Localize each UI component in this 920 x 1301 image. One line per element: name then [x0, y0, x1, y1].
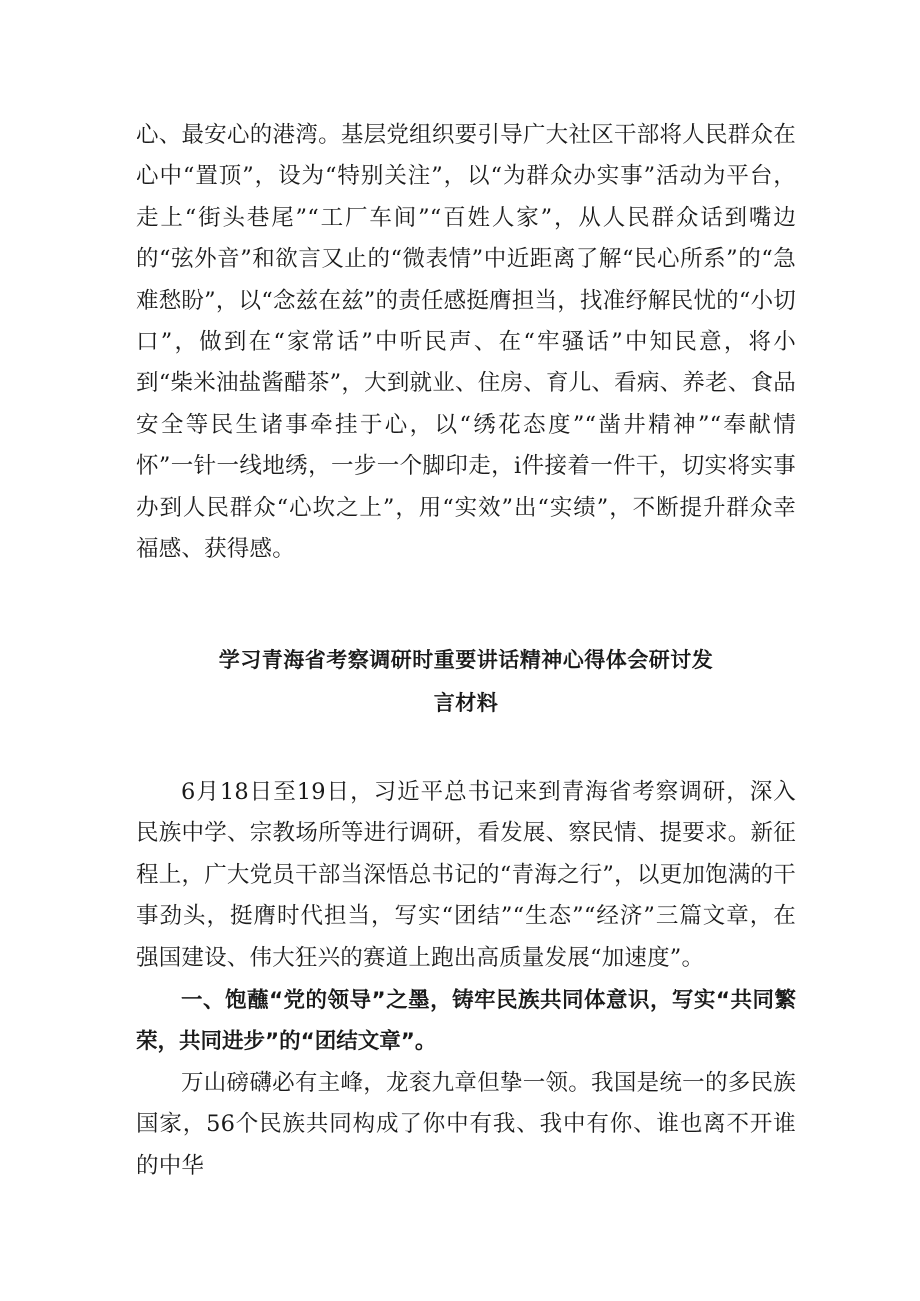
- document-title-line-1: 学习青海省考察调研时重要讲话精神心得体会研讨发: [218, 648, 714, 672]
- section-paragraph-1: 万山磅礴必有主峰，龙衮九章但挚一领。我国是统一的多民族国家，56个民族共同构成了你中有我、我中有你、谁也离不开谁的中华: [136, 1070, 796, 1179]
- document-title-line-2: 言材料: [433, 691, 499, 715]
- intro-paragraph: 6月18日至19日，习近平总书记来到青海省考察调研，深入民族中学、宗教场所等进行调研，看发展、察民情、提要求。新征程上，广大党员干部当深悟总书记的“青海之行”，以更加饱满的干事劲头，挺膺时代担当，写实“团结”“生态”“经济”三篇文章，在强国建设、伟大狂兴的赛道上跑出高质量发展“加速度”。: [136, 779, 796, 971]
- section-heading-1: 一、饱蘸“党的领导”之墨，铸牢民族共同体意识，写实“共同繁荣，共同进步”的“团结文章”。: [136, 988, 796, 1055]
- continuation-paragraph: 心、最安心的港湾。基层党组织要引导广大社区干部将人民群众在心中“置顶”，设为“特别关注”，以“为群众办实事”活动为平台，走上“街头巷尾”“工厂车间”“百姓人家”，从人民群众话到嘴边的“弦外音”和欲言又止的“微表情”中近距离了解“民心所系”的“急难愁盼”，以“念兹在兹”的责任感挺膺担当，找准纾解民忧的“小切口”，做到在“家常话”中听民声、在“牢骚话”中知民意，将小到“柴米油盐酱醋茶”，大到就业、住房、育儿、看病、养老、食品安全等民生诸事牵挂于心，以“绣花态度”“凿井精神”“奉献情怀”一针一线地绣，一步一个脚印走，i件接着一件干，切实将实事办到人民群众“心坎之上”，用“实效”出“实绩”，不断提升群众幸福感、获得感。: [136, 122, 796, 563]
